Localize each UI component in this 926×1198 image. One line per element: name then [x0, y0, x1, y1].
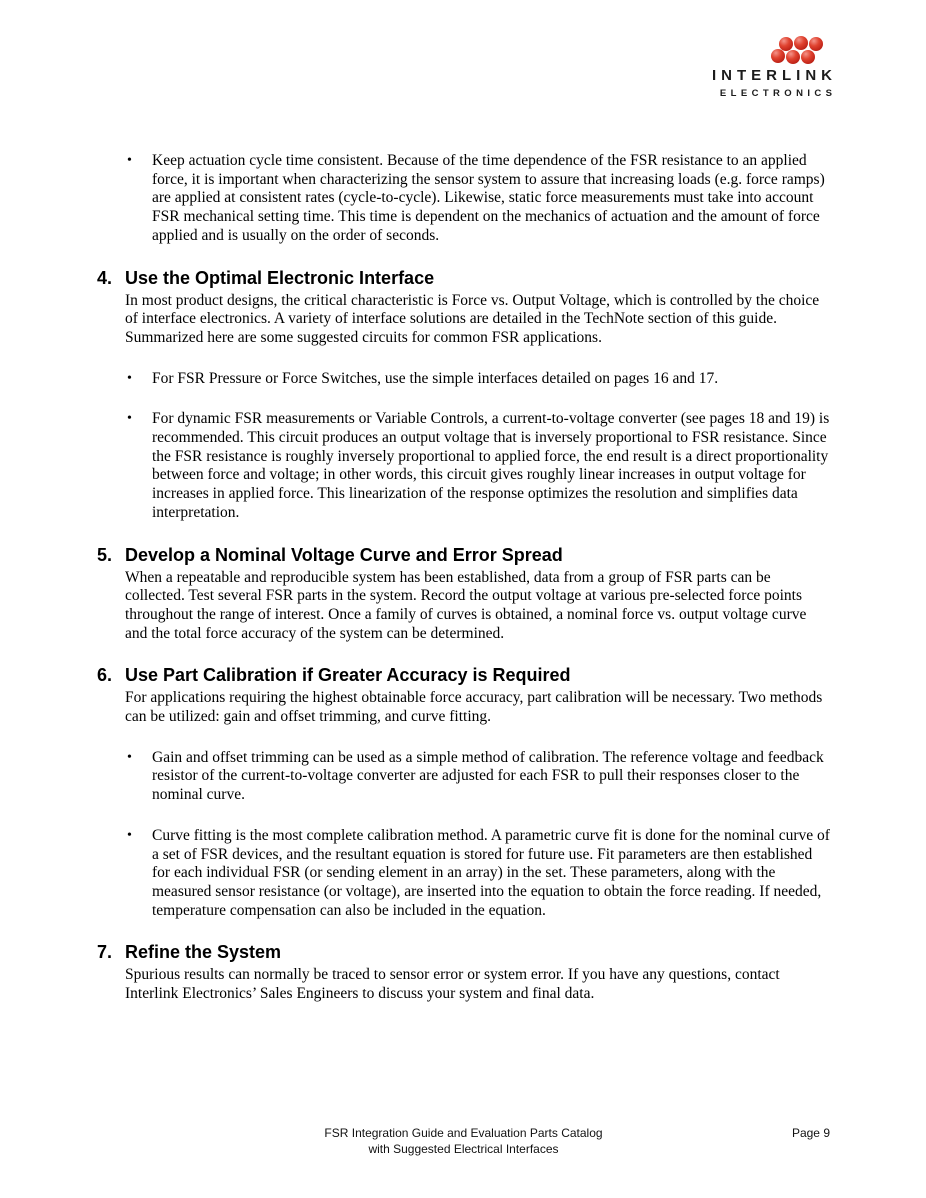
list-item — [97, 370, 830, 389]
section-title: Use Part Calibration if Greater Accuracy is Required — [125, 665, 571, 686]
bullet-icon: • — [127, 370, 132, 386]
bullet-icon: • — [127, 411, 132, 427]
footer-title — [97, 1125, 830, 1157]
bullet-icon: • — [127, 153, 132, 168]
section-number: 4. — [97, 267, 113, 288]
bullet-text: Gain and offset trimming can be used as a simple method of calibration. The reference voltage and feedback resistor of the current-to-voltage converter are adjusted for each FSR to pull their responses closer to the nominal curve. — [152, 748, 824, 804]
section-title: Use the Optimal Electronic Interface — [125, 267, 435, 288]
section-7 — [97, 942, 830, 1003]
section-number: 7. — [97, 942, 113, 963]
logo-dot-icon — [801, 50, 815, 64]
list-item — [97, 410, 830, 522]
logo-wordmark: INTERLINK — [712, 67, 837, 84]
section-6 — [97, 665, 830, 920]
section-heading — [97, 268, 830, 288]
list-item — [97, 827, 830, 921]
logo-dots-icon — [700, 36, 832, 66]
section-number: 5. — [97, 544, 113, 565]
intro-bullet-text: Keep actuation cycle time consistent. Because of the time dependence of the FSR resistance to an applied force, it is important when characterizing the sensor system to assure that increasing loads (e.g. force ramps) are applied at consistent rates (cycle-to-cycle). Likewise, static force measurements must take into account FSR mechanical setting time. This time is dependent on the mechanics of actuation and the amount of force applied and is usually on the order of seconds. — [152, 152, 825, 244]
list-item — [97, 749, 830, 805]
section-heading — [97, 942, 830, 962]
interlink-logo — [700, 36, 837, 102]
section-5 — [97, 545, 830, 644]
logo-dot-icon — [771, 49, 785, 63]
logo-dot-icon — [786, 50, 800, 64]
section-bullet-list — [97, 370, 830, 523]
section-heading — [97, 665, 830, 685]
footer-line1: FSR Integration Guide and Evaluation Parts Catalog — [324, 1126, 603, 1140]
section-number: 6. — [97, 665, 113, 686]
footer-line2: with Suggested Electrical Interfaces — [368, 1142, 559, 1156]
bullet-text: Curve fitting is the most complete calibration method. A parametric curve fit is done for the nominal curve of a set of FSR devices, and the resultant equation is stored for future use. Fit parameters are then established for each individual FSR (or sending element in an array) in the set. These parameters, along with the measured sensor resistance (or voltage), are inserted into the equation to obtain the force reading. If needed, temperature compensation can also be included in the equation. — [152, 826, 830, 919]
logo-dot-icon — [809, 37, 823, 51]
section-body: In most product designs, the critical characteristic is Force vs. Output Voltage, which is controlled by the choice of interface electronics. A variety of interface solutions are detailed in the TechNote section of this guide. Summarized here are some suggested circuits for common FSR applications. — [125, 291, 820, 346]
section-4 — [97, 268, 830, 523]
bullet-icon: • — [127, 749, 132, 765]
section-title: Develop a Nominal Voltage Curve and Error Spread — [125, 544, 563, 565]
document-content — [97, 152, 830, 1026]
section-heading — [97, 545, 830, 565]
section-body: Spurious results can normally be traced to sensor error or system error. If you have any questions, contact Interlink Electronics’ Sales Engineers to discuss your system and final data. — [125, 966, 780, 1003]
intro-bullet-list — [97, 152, 830, 246]
bullet-text: For dynamic FSR measurements or Variable Controls, a current-to-voltage converter (see pages 18 and 19) is recommended. This circuit produces an output voltage that is inversely proportional to FSR resistance. Since the FSR resistance is roughly inversely proportional to applied force, the end result is a direct proportionality between force and voltage; in other words, this circuit gives roughly linear increases in output voltage for increases in applied force. This linearization of the response optimizes the resolution and simplifies data interpretation. — [152, 410, 830, 521]
section-title: Refine the System — [125, 942, 282, 963]
list-item — [97, 152, 830, 246]
section-body: For applications requiring the highest obtainable force accuracy, part calibration will be necessary. Two methods can be utilized: gain and offset trimming, and curve fitting. — [125, 689, 823, 726]
section-body: When a repeatable and reproducible system has been established, data from a group of FSR parts can be collected. Test several FSR parts in the system. Record the output voltage at various pre-selected force points throughout the range of interest. Once a family of curves is obtained, a nominal force vs. output voltage curve and the total force accuracy of the system can be determined. — [125, 568, 807, 642]
bullet-icon: • — [127, 827, 132, 843]
bullet-text: For FSR Pressure or Force Switches, use the simple interfaces detailed on pages 16 and 17. — [152, 369, 719, 387]
section-bullet-list — [97, 749, 830, 921]
logo-dot-icon — [794, 36, 808, 50]
page-number: Page 9 — [791, 1126, 830, 1140]
page-footer — [97, 1125, 830, 1157]
logo-subtitle: ELECTRONICS — [719, 88, 837, 99]
